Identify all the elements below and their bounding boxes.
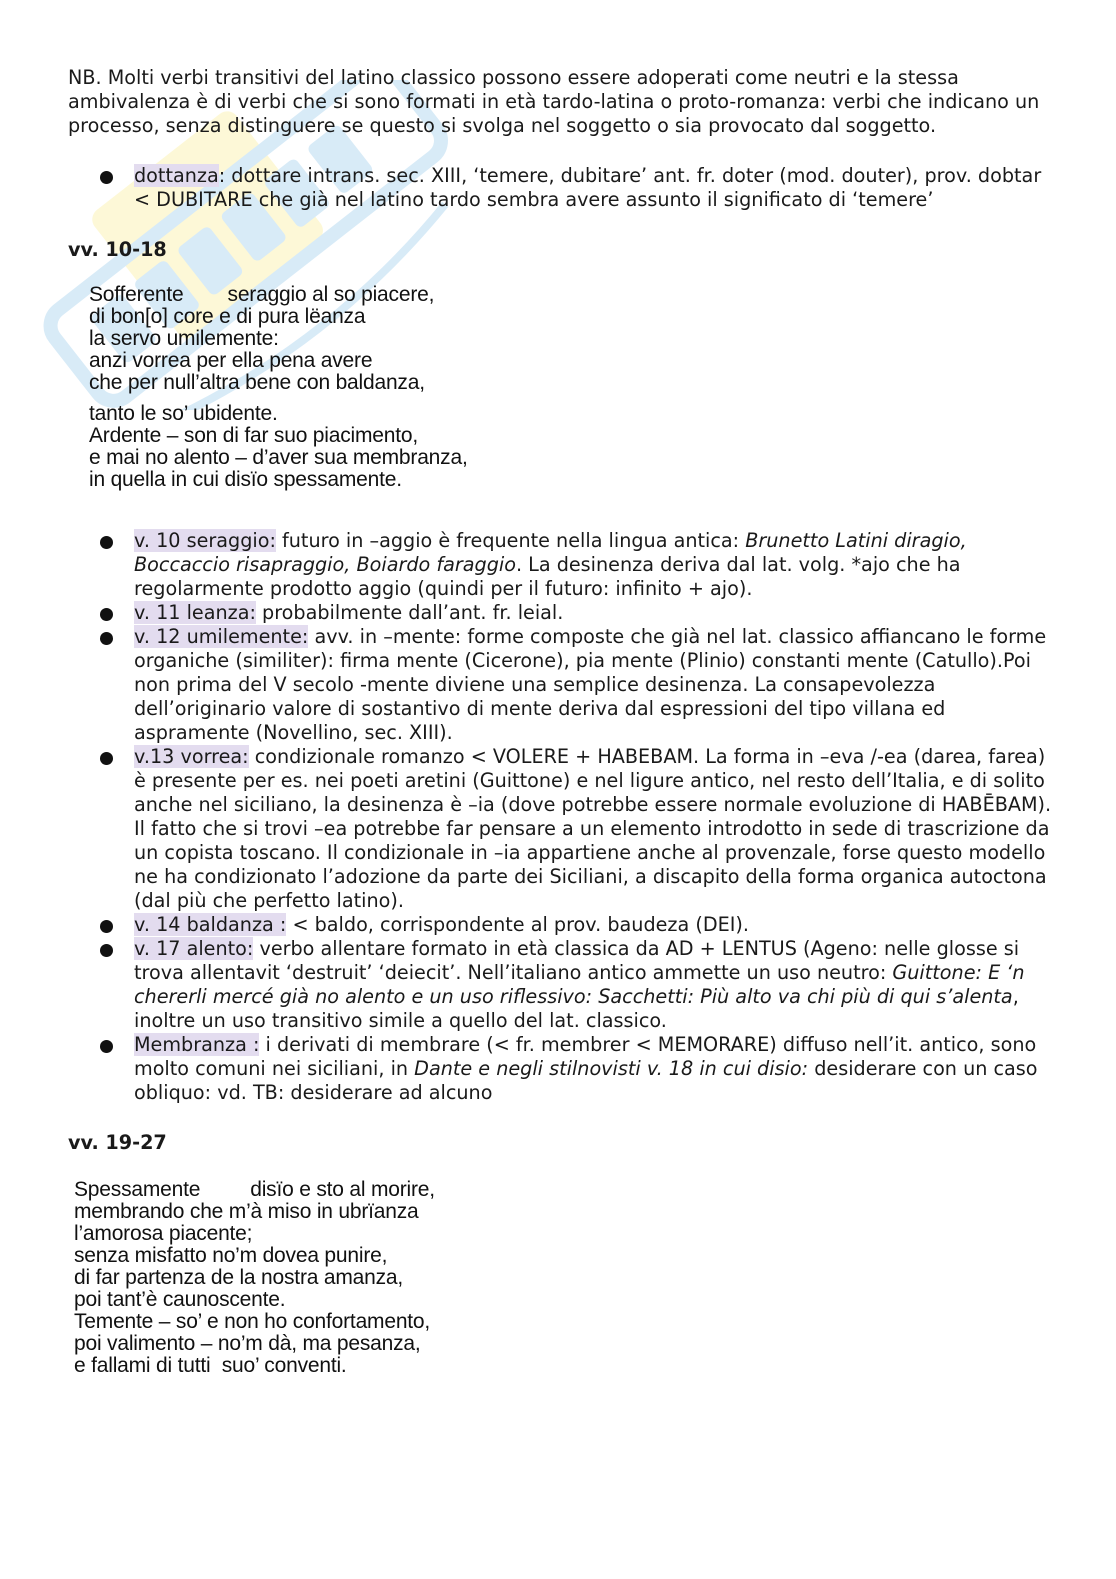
note-text-italic: Guittone: E ‘n chererli mercé già no alento e un uso riflessivo: Sacchetti: Più alto va chi più di qui s’alenta xyxy=(134,961,1025,1008)
note-text: < baldo, corrispondente al prov. baudeza (DEI). xyxy=(286,913,749,936)
bullet-icon xyxy=(100,536,113,549)
verse-line xyxy=(74,1289,1053,1311)
bullet-icon xyxy=(100,608,113,621)
note-term: v. 12 umilemente: xyxy=(134,625,309,648)
verse-text-continued: seraggio al so piacere, xyxy=(227,283,435,306)
verse-text: Temente – so’ e non ho confortamento, xyxy=(74,1310,431,1333)
verse-text: Ardente – son di far suo piacimento, xyxy=(89,424,418,447)
note-text: i derivati di membrare (< fr. membrer < MEMORARE) diffuso nell’it. antico, sono molto comuni nei siciliani, in xyxy=(134,1033,1037,1080)
verse-line xyxy=(74,1311,1053,1333)
note-item xyxy=(68,625,1053,745)
note-item xyxy=(68,1033,1053,1105)
note-text-italic: Dante e negli stilnovisti v. 18 in cui disio: xyxy=(414,1057,809,1080)
dottanza-list xyxy=(68,164,1053,212)
verse-text: poi tant’è caunoscente. xyxy=(74,1288,286,1311)
note-term: v.13 vorrea: xyxy=(134,745,249,768)
note-text: avv. in –mente: forme composte che già nel lat. classico affiancano le forme organiche (similiter): firma mente (Cicerone), pia mente (Plinio) constanti mente (Catullo).Poi non prima del V secolo -mente diviene una semplice desinenza. La consapevolezza dell’originario valore di sostantivo di mente deriva dal espressioni del tipo villana ed aspramente (Novellino, sec. XIII). xyxy=(134,625,1047,744)
verse-line xyxy=(74,1245,1053,1267)
note-item xyxy=(68,745,1053,913)
verse-text: tanto le so’ ubidente. xyxy=(89,402,278,425)
intro-note: NB. Molti verbi transitivi del latino classico possono essere adoperati come neutri e la stessa ambivalenza è di verbi che si sono formati in età tardo-latina o proto-romanza: verbi che indicano un processo, senza distinguere se questo si svolga nel soggetto o sia provocato dal soggetto. xyxy=(68,66,1040,137)
verse-text: Spessamente xyxy=(74,1178,201,1201)
note-term: v. 10 seraggio: xyxy=(134,529,276,552)
section-heading-19-27: vv. 19-27 xyxy=(68,1131,167,1154)
verse-line xyxy=(89,284,1053,306)
note-item xyxy=(68,937,1053,1033)
verse-text: Sofferente xyxy=(89,283,184,306)
verse-block-10-18 xyxy=(89,284,1053,491)
section-heading-10-18: vv. 10-18 xyxy=(68,238,167,261)
verse-line xyxy=(89,372,1053,394)
notes-list-10-18 xyxy=(68,529,1053,1105)
note-text: probabilmente dall’ant. fr. leial. xyxy=(255,601,564,624)
verse-text: poi valimento – no’m dà, ma pesanza, xyxy=(74,1332,421,1355)
verse-line xyxy=(89,328,1053,350)
bullet-icon xyxy=(100,920,113,933)
verse-line xyxy=(74,1223,1053,1245)
verse-text: senza misfatto no’m dovea punire, xyxy=(74,1244,388,1267)
bullet-icon xyxy=(100,171,113,184)
note-text: futuro in –aggio è frequente nella lingua antica: xyxy=(275,529,746,552)
note-term: v. 14 baldanza : xyxy=(134,913,287,936)
verse-line xyxy=(74,1355,1053,1377)
note-term: dottanza xyxy=(134,164,219,187)
note-dottanza xyxy=(68,164,1053,212)
verse-text: la servo umilemente: xyxy=(89,327,279,350)
verse-line xyxy=(89,425,1053,447)
verse-text: membrando che m’à miso in ubrïanza xyxy=(74,1200,419,1223)
verse-text: di bon[o] core e di pura lëanza xyxy=(89,305,366,328)
verse-line xyxy=(89,350,1053,372)
verse-line xyxy=(89,469,1053,491)
note-text: condizionale romanzo < VOLERE + HABEBAM. La forma in –eva /-ea (darea, farea) è presente per es. nei poeti aretini (Guittone) e nel ligure antico, nel resto dell’Italia, e di solito anche nel siciliano, la desinenza è –ia (dove potrebbe essere normale evoluzione di HABĒBAM). Il fatto che si trovi –ea potrebbe far pensare a un elemento introdotto in sede di trascrizione da un copista toscano. Il condizionale in –ia appartiene anche al provenzale, forse questo modello ne ha condizionato l’adozione da parte dei Siciliani, a discapito della forma organica autoctona (dal più che perfetto latino). xyxy=(134,745,1052,912)
note-text: desiderare con un caso obliquo: vd. TB: desiderare ad alcuno xyxy=(134,1057,1038,1104)
note-text: . La desinenza deriva dal lat. volg. *ajo che ha regolarmente prodotto aggio (quindi per il futuro: infinito + ajo). xyxy=(134,553,961,600)
verse-text: in quella in cui disïo spessamente. xyxy=(89,468,402,491)
verse-text: e mai no alento – d’aver sua membranza, xyxy=(89,446,468,469)
verse-text: di far partenza de la nostra amanza, xyxy=(74,1266,403,1289)
verse-line xyxy=(89,447,1053,469)
bullet-icon xyxy=(100,752,113,765)
verse-line xyxy=(89,403,1053,425)
verse-line xyxy=(74,1179,1053,1201)
note-term: v. 11 leanza: xyxy=(134,601,256,624)
verse-text: l’amorosa piacente; xyxy=(74,1222,253,1245)
note-text: : dottare intrans. sec. XIII, ‘temere, dubitare’ ant. fr. doter (mod. douter), prov. dobtar < DUBITARE che già nel latino tardo sembra avere assunto il significato di ‘temere’ xyxy=(134,164,1042,211)
note-text: verbo allentare formato in età classica da AD + LENTUS (Ageno: nelle glosse si trova allentavit ‘destruit’ ‘deiecit’. Nell’italiano antico ammette un uso neutro: xyxy=(134,937,1020,984)
note-term: v. 17 alento: xyxy=(134,937,254,960)
verse-text-continued: disïo e sto al morire, xyxy=(250,1178,435,1201)
note-item xyxy=(68,913,1053,937)
verse-text: e fallami di tutti suo’ conventi. xyxy=(74,1354,347,1377)
bullet-icon xyxy=(100,944,113,957)
note-text: , inoltre un uso transitivo simile a quello del lat. classico. xyxy=(134,985,1019,1032)
note-item xyxy=(68,601,1053,625)
verse-block-19-27 xyxy=(74,1179,1053,1377)
note-item xyxy=(68,529,1053,601)
verse-line xyxy=(74,1267,1053,1289)
note-term: Membranza : xyxy=(134,1033,260,1056)
verse-line xyxy=(74,1333,1053,1355)
verse-line xyxy=(74,1201,1053,1223)
note-text-italic: Brunetto Latini diragio, Boccaccio risapraggio, Boiardo faraggio xyxy=(134,529,967,576)
verse-line xyxy=(89,306,1053,328)
verse-text: anzi vorrea per ella pena avere xyxy=(89,349,373,372)
document-page xyxy=(68,66,1053,1377)
verse-text: che per null’altra bene con baldanza, xyxy=(89,371,425,394)
bullet-icon xyxy=(100,1040,113,1053)
bullet-icon xyxy=(100,632,113,645)
